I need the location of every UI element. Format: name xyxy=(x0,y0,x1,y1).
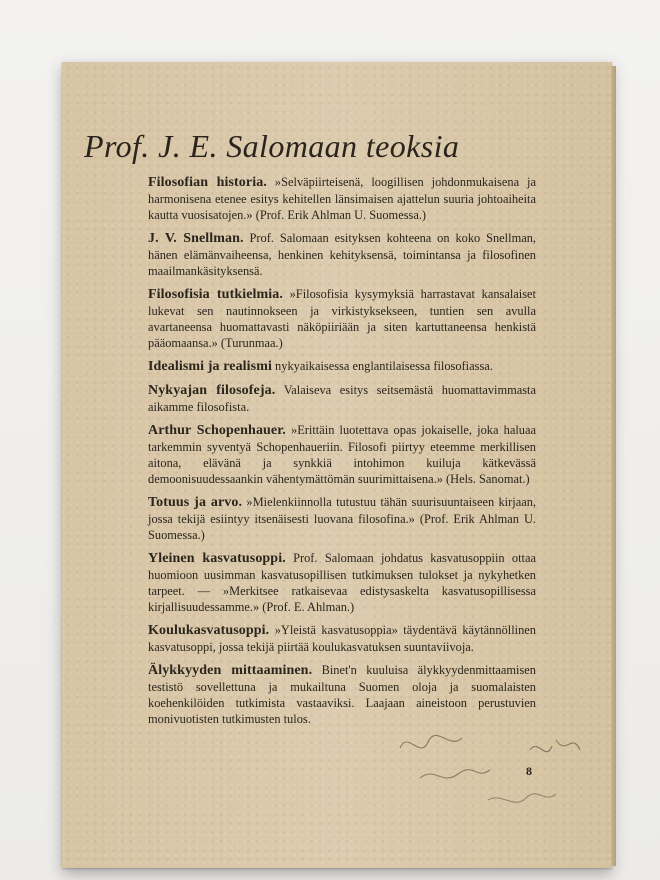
entry-title: Nykyajan filosofeja. xyxy=(148,383,276,398)
entry-title: Filosofisia tutkielmia. xyxy=(148,287,283,302)
entry-title: Arthur Schopenhauer. xyxy=(148,423,286,438)
book-page-edge xyxy=(611,66,616,866)
list-item-snellman xyxy=(148,230,536,279)
entry-description: »Erittäin luotettava opas jokaiselle, joka haluaa tarkemmin syventyä Schopenhaueriin. Filosofi piirtyy eteemme merkillisen aitona, elävänä ja synkkiä intohimon kuiluja kätkevässä demoonisuudessaankin vähentymättömän suurimittaisena.» (Hels. Sanomat.) xyxy=(148,423,536,486)
list-item-filosofisia-tutkielmia xyxy=(148,286,536,351)
entry-description: Valaiseva esitys seitsemästä huomattavimmasta aikamme filosofista. xyxy=(148,383,536,414)
list-item-nykyajan-filosofeja xyxy=(148,382,536,415)
entry-description: »Mielenkiinnolla tutustuu tähän suurisuuntaiseen kirjaan, jossa tekijä esiintyy itsenäisesti luovana filosofina.» (Prof. Erik Ahlman U. Suomessa.) xyxy=(148,495,536,542)
entry-title: Idealismi ja realismi xyxy=(148,359,272,374)
entry-title: Filosofian historia. xyxy=(148,175,267,190)
page-title: Prof. J. E. Salomaan teoksia xyxy=(84,128,460,164)
entry-description: nykyaikaisessa englantilaisessa filosofiassa. xyxy=(271,359,493,373)
entry-description: Prof. Salomaan johdatus kasvatusoppiin ottaa huomioon uusimman kasvatusopillisen tutkimuksen tulokset ja nykyhetken tarpeet. — »Merkitsee ratkaisevaa edistysaskelta kasvatusopillisessa kirjallisuudessamme.» (Prof. E. Ahlman.) xyxy=(148,551,536,614)
entry-description: »Selväpiirteisenä, loogillisen johdonmukaisena ja harmonisena etenee esitys kehitellen länsimaisen ajattelun suuria johtoaiheita kautta vuosisatojen.» (Prof. Erik Ahlman U. Suomessa.) xyxy=(148,175,537,222)
entry-title: Yleinen kasvatusoppi. xyxy=(148,551,286,566)
entry-title: Älykkyyden mittaaminen. xyxy=(148,663,313,678)
entry-description: Prof. Salomaan esityksen kohteena on koko Snellman, hänen elämänvaiheensa, henkinen kehityksensä, toimintansa ja filosofinen maailmankäsityksensä. xyxy=(148,231,536,278)
entry-title: Totuus ja arvo. xyxy=(148,495,243,510)
entry-description: Binet'n kuuluisa älykkyydenmittaamisen testistö sovellettuna ja mukailtuna Suomen oloja ja suomalaisten koehenkilöiden tutkimista vastaaviksi. Laajaan aineistoon perustuvien monivuotisten tutkimusten tulos. xyxy=(148,663,536,726)
list-item-yleinen-kasvatusoppi xyxy=(148,550,536,615)
entry-description: »Filosofisia kysymyksiä harrastavat kansalaiset lukevat sen nautinnokseen ja virkistyksekseen, tuntien sen avulla avartaneensa huomattavasti näköpiiriään ja siten kartuttaneensa henkistä pääomaansa.» (Turunmaa.) xyxy=(148,287,536,350)
entry-description: »Yleistä kasvatusoppia» täydentävä käytännöllinen kasvatusoppi, jossa tekijä piirtää koulukasvatuksen suuntaviivoja. xyxy=(148,623,536,654)
page-number: 8 xyxy=(526,764,532,778)
entry-title: Koulukasvatusoppi. xyxy=(148,623,270,638)
list-item-schopenhauer xyxy=(148,422,536,487)
list-item-filosofian-historia xyxy=(148,174,536,223)
list-item-koulukasvatusoppi xyxy=(148,622,536,655)
list-item-idealismi-ja-realismi xyxy=(148,358,536,375)
works-list xyxy=(148,174,536,734)
list-item-totuus-ja-arvo xyxy=(148,494,536,543)
entry-title: J. V. Snellman. xyxy=(148,231,244,246)
list-item-alykkyyden-mittaaminen xyxy=(148,662,536,727)
